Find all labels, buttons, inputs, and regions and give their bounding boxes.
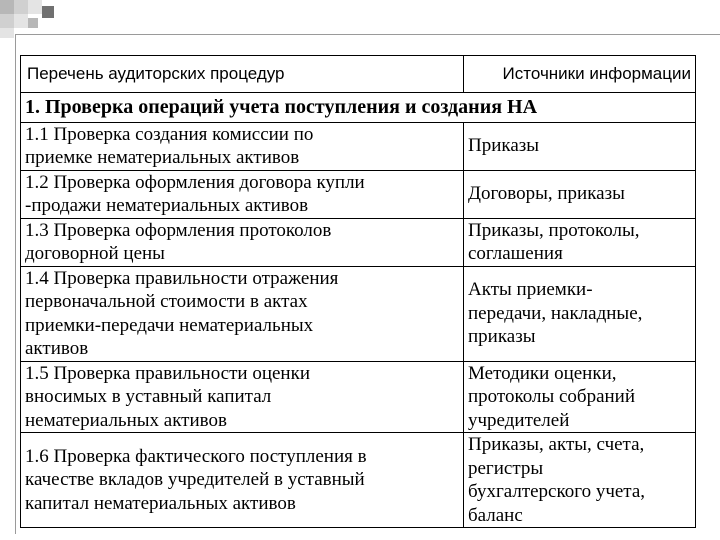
source-line: Методики оценки, bbox=[468, 362, 617, 384]
header-sources: Источники информации bbox=[464, 56, 696, 93]
source-line: Приказы, акты, счета, bbox=[468, 434, 645, 455]
source-line: регистры bbox=[468, 457, 544, 479]
source-line: Акты приемки- bbox=[468, 279, 593, 301]
source-line: Приказы bbox=[468, 135, 540, 157]
procedure-line: вносимых в уставный капитал bbox=[25, 386, 272, 407]
source-line: передачи, накладные, bbox=[468, 302, 643, 324]
table-row bbox=[21, 218, 696, 266]
table-row bbox=[21, 170, 696, 218]
procedure-line: 1.3 Проверка оформления протоколов bbox=[25, 219, 332, 241]
table-row bbox=[21, 122, 696, 170]
procedure-line: 1.2 Проверка оформления договора купли bbox=[25, 171, 365, 193]
table-row bbox=[21, 266, 696, 361]
table-row bbox=[21, 361, 696, 433]
procedure-cell bbox=[21, 361, 464, 433]
frame-vertical-line bbox=[15, 34, 16, 534]
source-cell bbox=[464, 266, 696, 361]
source-line: Договоры, приказы bbox=[468, 183, 625, 205]
procedure-line: -продажи нематериальных активов bbox=[25, 195, 309, 216]
procedure-cell bbox=[21, 266, 464, 361]
header-procedures: Перечень аудиторских процедур bbox=[21, 56, 464, 93]
source-line: учредителей bbox=[468, 409, 570, 431]
procedure-cell bbox=[21, 218, 464, 266]
procedure-cell bbox=[21, 170, 464, 218]
section-title: 1. Проверка операций учета поступления и создания НА bbox=[21, 93, 696, 123]
procedure-line: приемки-передачи нематериальных bbox=[25, 314, 314, 336]
frame-horizontal-line bbox=[15, 34, 720, 35]
section-row bbox=[21, 93, 696, 123]
source-line: приказы bbox=[468, 326, 536, 348]
procedure-line: 1.1 Проверка создания комиссии по bbox=[25, 123, 314, 145]
procedure-line: договорной цены bbox=[25, 243, 165, 264]
table-header-row bbox=[21, 56, 696, 93]
source-cell bbox=[464, 433, 696, 528]
procedure-line: качестве вкладов учредителей в уставный bbox=[25, 469, 365, 491]
source-line: протоколы собраний bbox=[468, 386, 636, 407]
procedure-line: капитал нематериальных активов bbox=[25, 492, 296, 514]
procedure-line: 1.5 Проверка правильности оценки bbox=[25, 362, 310, 384]
source-cell bbox=[464, 122, 696, 170]
procedure-line: 1.6 Проверка фактического поступления в bbox=[25, 445, 367, 467]
procedure-line: активов bbox=[25, 338, 89, 359]
source-line: Приказы, протоколы, bbox=[468, 219, 640, 241]
source-cell bbox=[464, 361, 696, 433]
source-line: соглашения bbox=[468, 243, 563, 264]
procedure-line: нематериальных активов bbox=[25, 409, 227, 431]
source-cell bbox=[464, 170, 696, 218]
procedure-line: 1.4 Проверка правильности отражения bbox=[25, 267, 339, 289]
procedure-line: первоначальной стоимости в актах bbox=[25, 291, 308, 312]
source-cell bbox=[464, 218, 696, 266]
audit-procedures-table bbox=[20, 55, 696, 528]
table-row bbox=[21, 433, 696, 528]
procedure-cell bbox=[21, 433, 464, 528]
procedure-cell bbox=[21, 122, 464, 170]
source-line: баланс bbox=[468, 504, 523, 526]
source-line: бухгалтерского учета, bbox=[468, 481, 646, 502]
procedure-line: приемке нематериальных активов bbox=[25, 147, 300, 168]
